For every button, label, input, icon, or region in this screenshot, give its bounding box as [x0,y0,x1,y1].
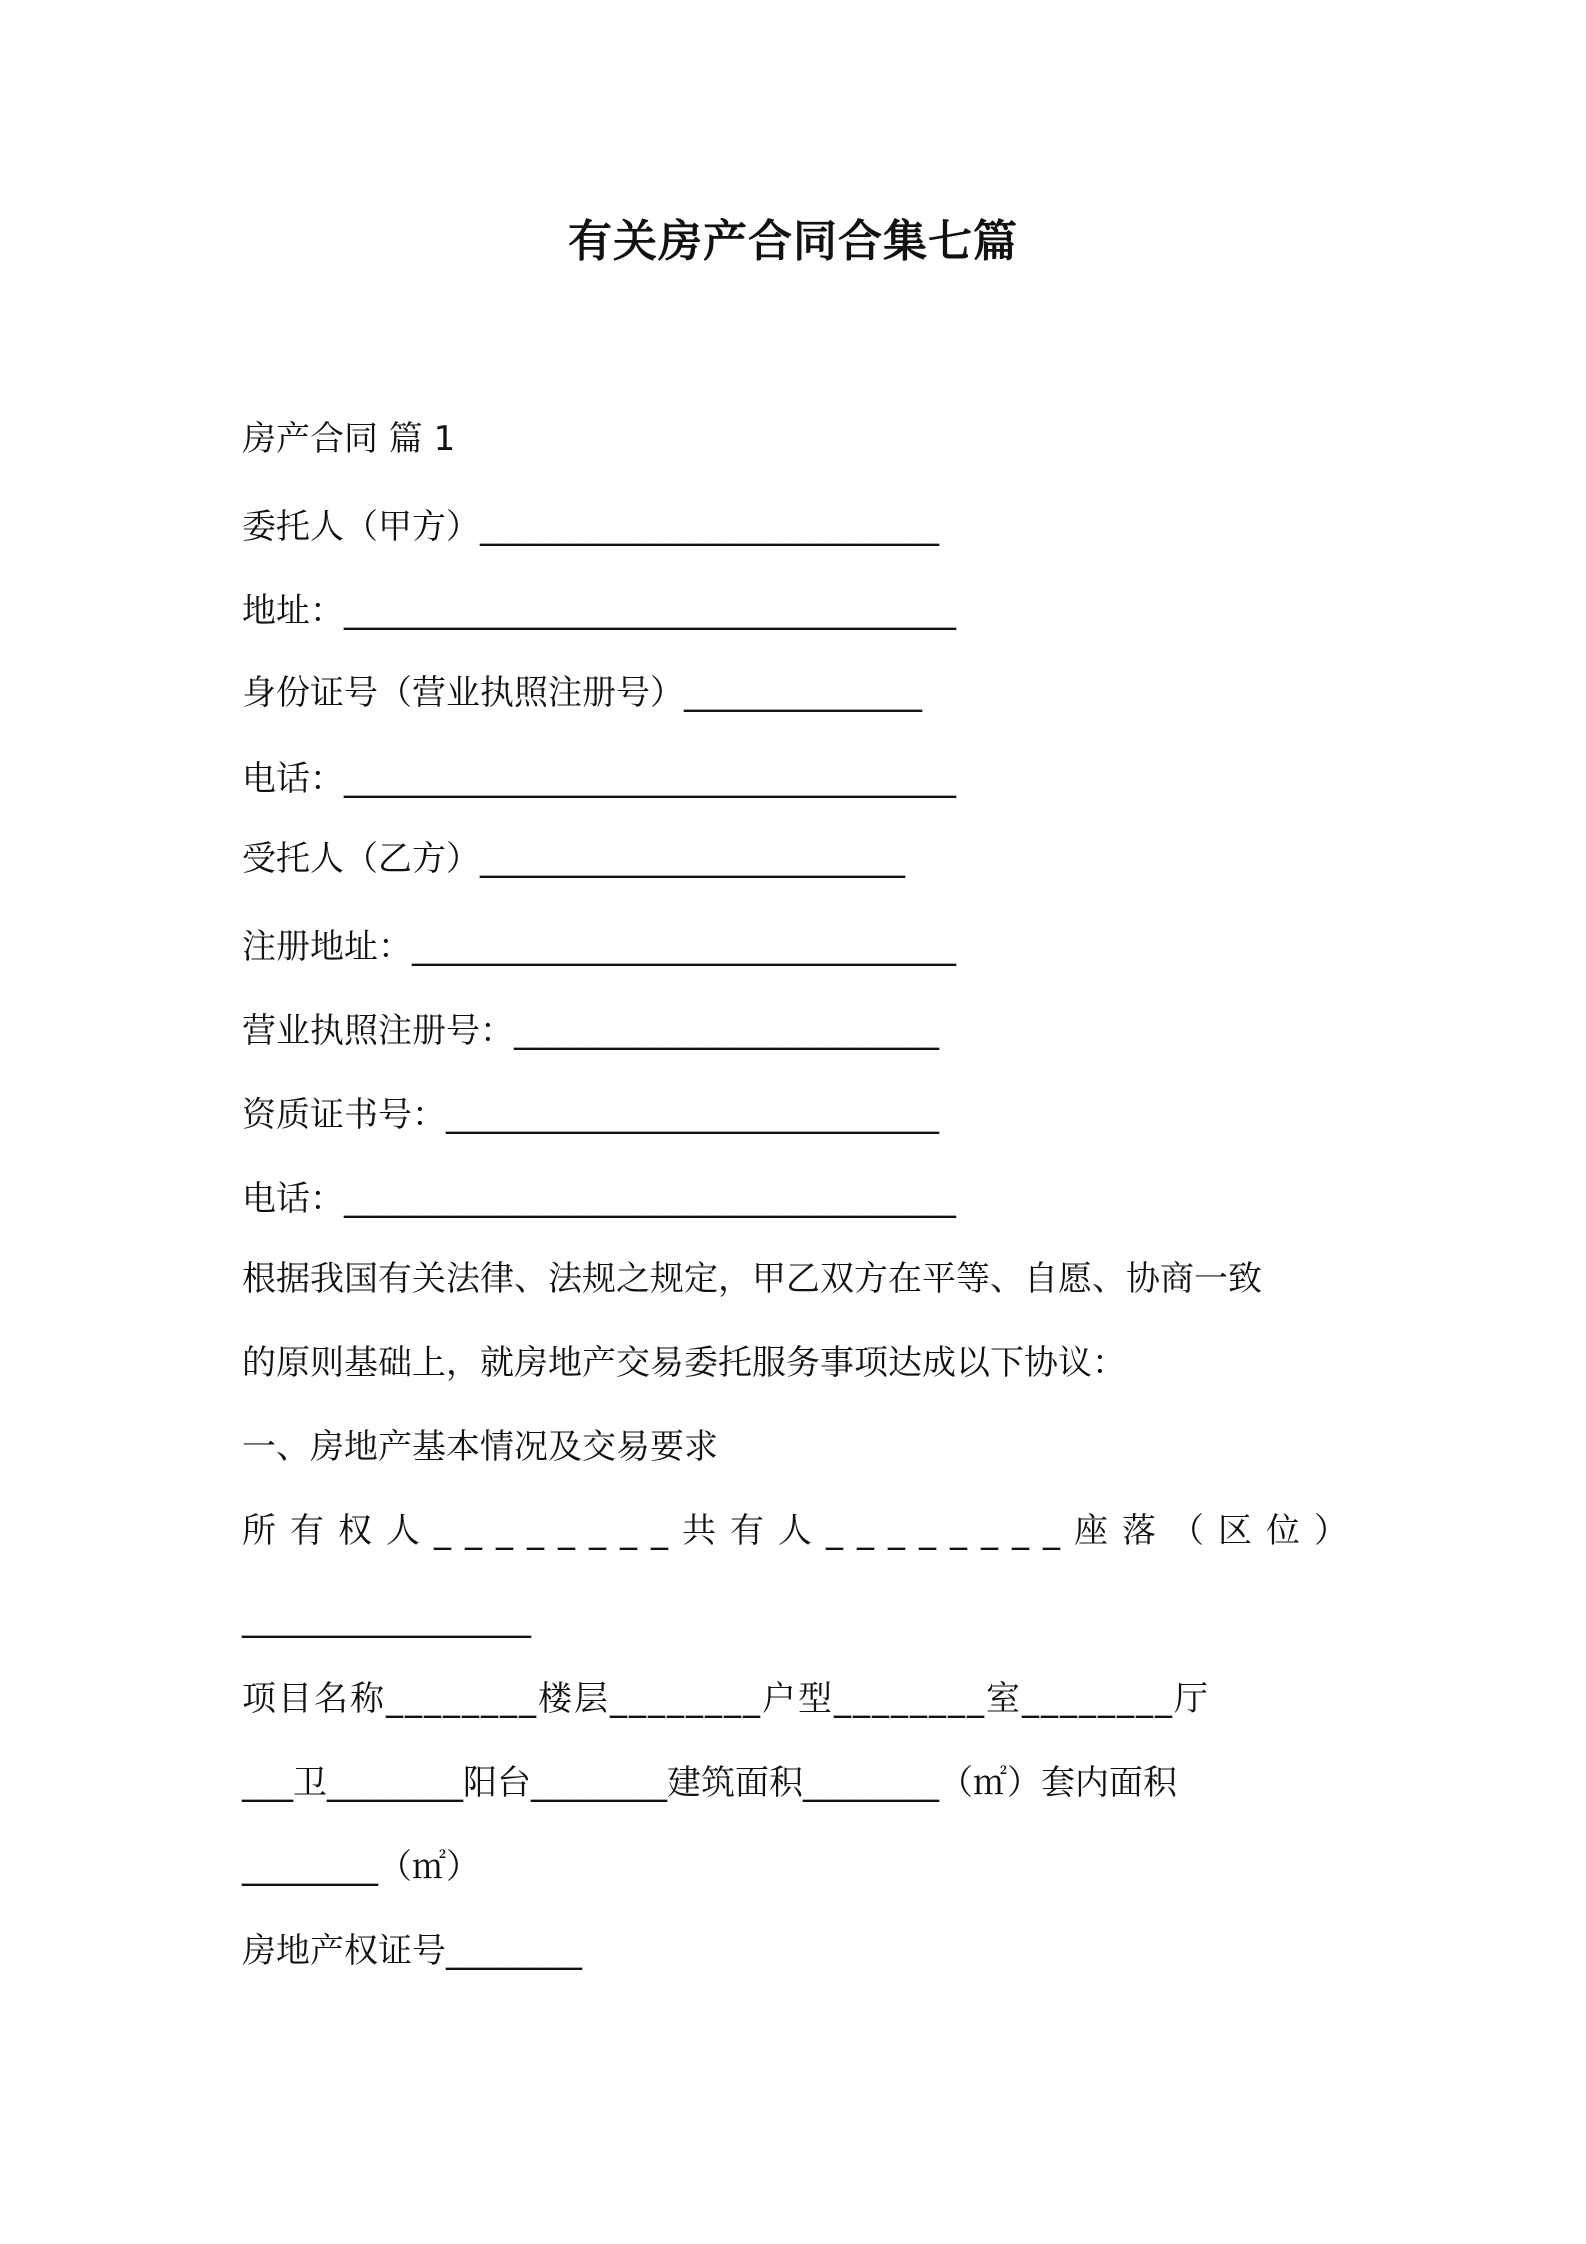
agent-license-line: 营业执照注册号：_________________________ [242,1011,939,1051]
client-party-line: 委托人（甲方）___________________________ [242,507,939,547]
paragraph-line: 根据我国有关法律、法规之规定，甲乙双方在平等、自愿、协商一致 [242,1259,1262,1299]
paragraph-line: 的原则基础上，就房地产交易委托服务事项达成以下协议： [242,1343,1126,1383]
area-info-line: ___卫________阳台________建筑面积________（㎡）套内面积 [242,1763,1177,1803]
project-info-line: 项目名称________楼层________户型________室________厅 [242,1679,1210,1719]
section-heading: 一、房地产基本情况及交易要求 [242,1427,718,1467]
agent-registered-address-line: 注册地址：________________________________ [242,927,956,967]
client-id-line: 身份证号（营业执照注册号）______________ [242,673,922,713]
agent-party-line: 受托人（乙方）_________________________ [242,839,905,879]
client-phone-line: 电话：____________________________________ [242,759,956,799]
client-address-line: 地址：____________________________________ [242,591,956,631]
agent-qualification-line: 资质证书号：_____________________________ [242,1095,939,1135]
blank-line: _________________ [242,1599,531,1639]
agent-phone-line: 电话：____________________________________ [242,1179,956,1219]
section-heading-1: 房产合同 篇 1 [242,419,456,459]
owner-location-line: 所有权人________共有人________座落（区位） [242,1511,1362,1551]
document-title: 有关房产合同合集七篇 [568,216,1018,267]
property-certificate-line: 房地产权证号________ [242,1931,582,1971]
inner-area-line: ________（㎡） [242,1847,480,1887]
